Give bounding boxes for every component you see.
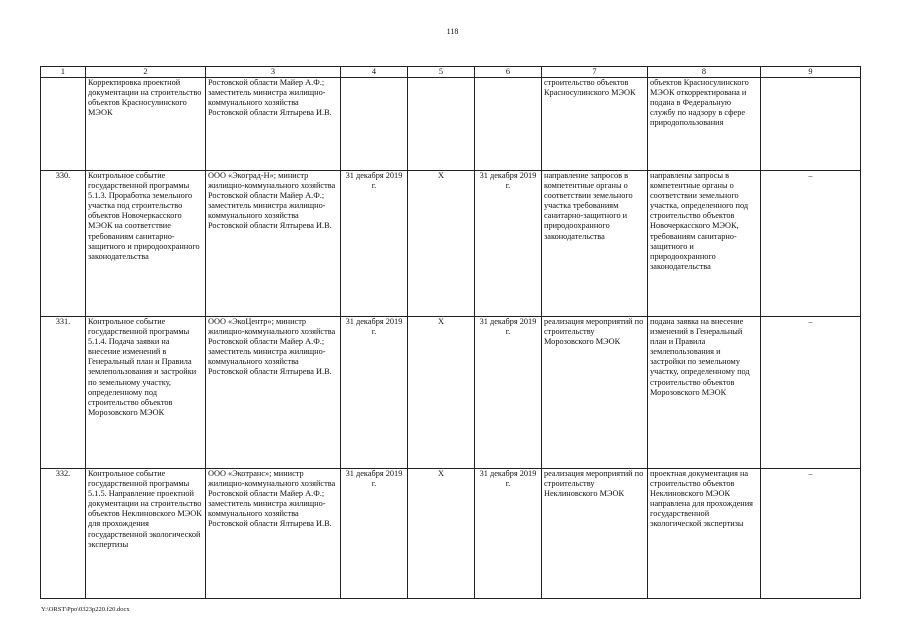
table-row	[41, 78, 861, 171]
column-header-3: 3	[206, 67, 341, 78]
column-5-value: Х	[408, 171, 475, 317]
responsible: Ростовской области Майер А.Ф.; заместитель министра жилищно-коммунального хозяйства Ростовской области Ялтырева И.В.	[206, 78, 341, 171]
header-row	[41, 67, 861, 78]
row-number: 331.	[41, 317, 86, 469]
row-number: 332.	[41, 469, 86, 599]
file-path-footer: Y:\ORST\Ppo\0323p220.f20.docx	[41, 606, 130, 613]
column-header-7: 7	[542, 67, 648, 78]
responsible: ООО «ЭкоЦентр»; министр жилищно-коммунального хозяйства Ростовской области Майер А.Ф.; заместитель министра жилищно-коммунального хозяйства Ростовской области Ялтырева И.В.	[206, 317, 341, 469]
column-5-value: Х	[408, 317, 475, 469]
fact-date: 31 декабря 2019 г.	[475, 469, 542, 599]
measures: реализация мероприятий по строительству Морозовского МЭОК	[542, 317, 648, 469]
fact-date: 31 декабря 2019 г.	[475, 171, 542, 317]
fact-date: 31 декабря 2019 г.	[475, 317, 542, 469]
column-header-8: 8	[648, 67, 761, 78]
table-row	[41, 317, 861, 469]
control-event: Контрольное событие государственной программы 5.1.3. Проработка земельного участка под строительство объектов Новочеркасского МЭОК на соответствие требованиям санитарно-защитного и природоохранного законодательства	[86, 171, 206, 317]
page-number: 118	[446, 27, 459, 36]
column-5-value	[408, 78, 475, 171]
control-event: Контрольное событие государственной программы 5.1.4. Подача заявки на внесение изменений в Генеральный план и Правила землепользования и застройки по земельному участку, определенному под строительство объектов Морозовского МЭОК	[86, 317, 206, 469]
measures: направление запросов в компетентные органы о соответствии земельного участка требованиям санитарно-защитного и природоохранного законодательства	[542, 171, 648, 317]
measures: реализация мероприятий по строительству Неклиновского МЭОК	[542, 469, 648, 599]
measures: строительство объектов Красносулинского МЭОК	[542, 78, 648, 171]
column-5-value: Х	[408, 469, 475, 599]
result: проектная документация на строительство объектов Неклиновского МЭОК направлена для прохождения государственной экологической экспертизы	[648, 469, 761, 599]
control-event: Контрольное событие государственной программы 5.1.5. Направление проектной документации на строительство объектов Неклиновского МЭОК для прохождения государственной экологической экспертизы	[86, 469, 206, 599]
column-9-value: –	[761, 171, 861, 317]
responsible: ООО «Экотранс»; министр жилищно-коммунального хозяйства Ростовской области Майер А.Ф.; заместитель министра жилищно-коммунального хозяйства Ростовской области Ялтырева И.В.	[206, 469, 341, 599]
plan-date: 31 декабря 2019 г.	[341, 469, 408, 599]
column-9-value	[761, 78, 861, 171]
responsible: ООО «Экоград-Н»; министр жилищно-коммунального хозяйства Ростовской области Майер А.Ф.; заместитель министра жилищно-коммунального хозяйства Ростовской области Ялтырева И.В.	[206, 171, 341, 317]
plan-date: 31 декабря 2019 г.	[341, 317, 408, 469]
result: направлены запросы в компетентные органы о соответствии земельного участка, определенного под строительство объектов Новочеркасского МЭОК, требованиям санитарно-защитного и природоохранного законодательства	[648, 171, 761, 317]
table-row	[41, 171, 861, 317]
column-header-4: 4	[341, 67, 408, 78]
plan-date: 31 декабря 2019 г.	[341, 171, 408, 317]
column-header-1: 1	[41, 67, 86, 78]
result: объектов Красносулинского МЭОК откорректирована и подана в Федеральную службу по надзору в сфере природопользования	[648, 78, 761, 171]
column-header-2: 2	[86, 67, 206, 78]
row-number: 330.	[41, 171, 86, 317]
result: подана заявка на внесение изменений в Генеральный план и Правила землепользования и застройки по земельному участку, определенному под строительство объектов Морозовского МЭОК	[648, 317, 761, 469]
plan-date	[341, 78, 408, 171]
table-row	[41, 469, 861, 599]
report-table	[40, 66, 861, 599]
row-number	[41, 78, 86, 171]
column-9-value: –	[761, 469, 861, 599]
column-header-6: 6	[475, 67, 542, 78]
fact-date	[475, 78, 542, 171]
column-header-9: 9	[761, 67, 861, 78]
column-header-5: 5	[408, 67, 475, 78]
control-event: Корректировка проектной документации на строительство объектов Красносулинского МЭОК	[86, 78, 206, 171]
column-9-value: –	[761, 317, 861, 469]
